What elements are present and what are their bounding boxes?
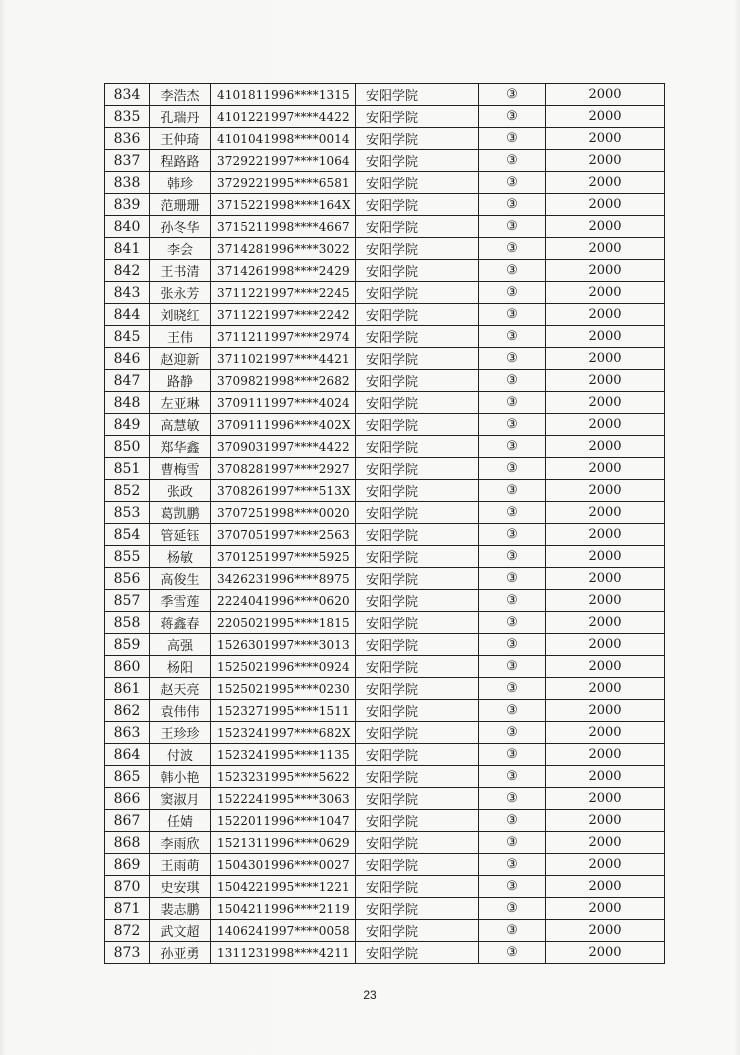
amount-cell: 2000: [546, 436, 665, 458]
level-cell: ③: [479, 502, 546, 524]
level-cell: ③: [479, 810, 546, 832]
school-cell: 安阳学院: [356, 854, 479, 876]
row-number-cell: 860: [105, 656, 150, 678]
school-cell: 安阳学院: [356, 568, 479, 590]
student-name-cell: 王伟: [150, 326, 211, 348]
table-row: [105, 854, 665, 876]
row-number-cell: 845: [105, 326, 150, 348]
table-row: [105, 766, 665, 788]
level-cell: ③: [479, 348, 546, 370]
row-number-cell: 853: [105, 502, 150, 524]
row-number-cell: 838: [105, 172, 150, 194]
id-number-cell: 3709111997****4024: [211, 392, 356, 414]
school-cell: 安阳学院: [356, 106, 479, 128]
id-number-cell: 1504301996****0027: [211, 854, 356, 876]
student-name-cell: 孙亚勇: [150, 942, 211, 964]
student-name-cell: 韩小艳: [150, 766, 211, 788]
row-number-cell: 858: [105, 612, 150, 634]
student-name-cell: 王雨萌: [150, 854, 211, 876]
school-cell: 安阳学院: [356, 326, 479, 348]
table-row: [105, 898, 665, 920]
id-number-cell: 1523241995****1135: [211, 744, 356, 766]
id-number-cell: 1504211996****2119: [211, 898, 356, 920]
level-cell: ③: [479, 260, 546, 282]
school-cell: 安阳学院: [356, 920, 479, 942]
school-cell: 安阳学院: [356, 744, 479, 766]
page-number: 23: [363, 988, 377, 1002]
row-number-cell: 839: [105, 194, 150, 216]
table-row: [105, 260, 665, 282]
amount-cell: 2000: [546, 810, 665, 832]
amount-cell: 2000: [546, 590, 665, 612]
school-cell: 安阳学院: [356, 216, 479, 238]
school-cell: 安阳学院: [356, 788, 479, 810]
table-row: [105, 876, 665, 898]
amount-cell: 2000: [546, 744, 665, 766]
row-number-cell: 851: [105, 458, 150, 480]
table-row: [105, 920, 665, 942]
row-number-cell: 864: [105, 744, 150, 766]
amount-cell: 2000: [546, 854, 665, 876]
amount-cell: 2000: [546, 392, 665, 414]
school-cell: 安阳学院: [356, 282, 479, 304]
amount-cell: 2000: [546, 920, 665, 942]
school-cell: 安阳学院: [356, 832, 479, 854]
row-number-cell: 842: [105, 260, 150, 282]
id-number-cell: 3715211998****4667: [211, 216, 356, 238]
table-row: [105, 458, 665, 480]
student-name-cell: 李会: [150, 238, 211, 260]
row-number-cell: 854: [105, 524, 150, 546]
row-number-cell: 859: [105, 634, 150, 656]
table-row: [105, 634, 665, 656]
level-cell: ③: [479, 700, 546, 722]
student-name-cell: 左亚琳: [150, 392, 211, 414]
amount-cell: 2000: [546, 348, 665, 370]
level-cell: ③: [479, 942, 546, 964]
id-number-cell: 3709031997****4422: [211, 436, 356, 458]
school-cell: 安阳学院: [356, 898, 479, 920]
row-number-cell: 843: [105, 282, 150, 304]
table-row: [105, 370, 665, 392]
student-name-cell: 赵迎新: [150, 348, 211, 370]
row-number-cell: 836: [105, 128, 150, 150]
school-cell: 安阳学院: [356, 700, 479, 722]
student-name-cell: 李浩杰: [150, 84, 211, 106]
level-cell: ③: [479, 788, 546, 810]
school-cell: 安阳学院: [356, 194, 479, 216]
row-number-cell: 873: [105, 942, 150, 964]
school-cell: 安阳学院: [356, 348, 479, 370]
id-number-cell: 3711211997****2974: [211, 326, 356, 348]
student-name-cell: 窦淑月: [150, 788, 211, 810]
student-name-cell: 韩珍: [150, 172, 211, 194]
id-number-cell: 1311231998****4211: [211, 942, 356, 964]
school-cell: 安阳学院: [356, 150, 479, 172]
level-cell: ③: [479, 612, 546, 634]
amount-cell: 2000: [546, 568, 665, 590]
id-number-cell: 1523241997****682X: [211, 722, 356, 744]
level-cell: ③: [479, 106, 546, 128]
id-number-cell: 4101811996****1315: [211, 84, 356, 106]
student-name-cell: 付波: [150, 744, 211, 766]
amount-cell: 2000: [546, 282, 665, 304]
amount-cell: 2000: [546, 458, 665, 480]
id-number-cell: 1525021996****0924: [211, 656, 356, 678]
student-name-cell: 季雪莲: [150, 590, 211, 612]
level-cell: ③: [479, 766, 546, 788]
level-cell: ③: [479, 920, 546, 942]
id-number-cell: 4101221997****4422: [211, 106, 356, 128]
id-number-cell: 3711021997****4421: [211, 348, 356, 370]
row-number-cell: 852: [105, 480, 150, 502]
school-cell: 安阳学院: [356, 84, 479, 106]
amount-cell: 2000: [546, 832, 665, 854]
table-row: [105, 238, 665, 260]
amount-cell: 2000: [546, 414, 665, 436]
table-row: [105, 722, 665, 744]
table-row: [105, 128, 665, 150]
id-number-cell: 3714281996****3022: [211, 238, 356, 260]
row-number-cell: 855: [105, 546, 150, 568]
table-row: [105, 942, 665, 964]
school-cell: 安阳学院: [356, 436, 479, 458]
amount-cell: 2000: [546, 612, 665, 634]
id-number-cell: 3707051997****2563: [211, 524, 356, 546]
id-number-cell: 3709821998****2682: [211, 370, 356, 392]
id-number-cell: 3729221997****1064: [211, 150, 356, 172]
level-cell: ③: [479, 524, 546, 546]
school-cell: 安阳学院: [356, 238, 479, 260]
row-number-cell: 867: [105, 810, 150, 832]
amount-cell: 2000: [546, 150, 665, 172]
amount-cell: 2000: [546, 502, 665, 524]
student-name-cell: 李雨欣: [150, 832, 211, 854]
level-cell: ③: [479, 436, 546, 458]
student-name-cell: 高强: [150, 634, 211, 656]
table-row: [105, 678, 665, 700]
amount-cell: 2000: [546, 898, 665, 920]
student-name-cell: 曹梅雪: [150, 458, 211, 480]
amount-cell: 2000: [546, 260, 665, 282]
table-row: [105, 480, 665, 502]
school-cell: 安阳学院: [356, 128, 479, 150]
table-row: [105, 194, 665, 216]
level-cell: ③: [479, 480, 546, 502]
id-number-cell: 1526301997****3013: [211, 634, 356, 656]
id-number-cell: 3701251997****5925: [211, 546, 356, 568]
row-number-cell: 857: [105, 590, 150, 612]
id-number-cell: 3714261998****2429: [211, 260, 356, 282]
student-name-cell: 高俊生: [150, 568, 211, 590]
row-number-cell: 872: [105, 920, 150, 942]
row-number-cell: 863: [105, 722, 150, 744]
school-cell: 安阳学院: [356, 590, 479, 612]
row-number-cell: 869: [105, 854, 150, 876]
row-number-cell: 847: [105, 370, 150, 392]
table-row: [105, 700, 665, 722]
school-cell: 安阳学院: [356, 414, 479, 436]
school-cell: 安阳学院: [356, 480, 479, 502]
level-cell: ③: [479, 326, 546, 348]
row-number-cell: 865: [105, 766, 150, 788]
student-name-cell: 范珊珊: [150, 194, 211, 216]
level-cell: ③: [479, 414, 546, 436]
level-cell: ③: [479, 150, 546, 172]
id-number-cell: 1522241995****3063: [211, 788, 356, 810]
level-cell: ③: [479, 590, 546, 612]
row-number-cell: 848: [105, 392, 150, 414]
id-number-cell: 1521311996****0629: [211, 832, 356, 854]
amount-cell: 2000: [546, 876, 665, 898]
amount-cell: 2000: [546, 722, 665, 744]
table-row: [105, 348, 665, 370]
level-cell: ③: [479, 722, 546, 744]
table-row: [105, 546, 665, 568]
table-row: [105, 744, 665, 766]
student-name-cell: 张永芳: [150, 282, 211, 304]
row-number-cell: 871: [105, 898, 150, 920]
row-number-cell: 846: [105, 348, 150, 370]
row-number-cell: 841: [105, 238, 150, 260]
school-cell: 安阳学院: [356, 766, 479, 788]
id-number-cell: 3709111996****402X: [211, 414, 356, 436]
amount-cell: 2000: [546, 546, 665, 568]
student-name-cell: 孔瑞丹: [150, 106, 211, 128]
row-number-cell: 835: [105, 106, 150, 128]
id-number-cell: 3707251998****0020: [211, 502, 356, 524]
row-number-cell: 849: [105, 414, 150, 436]
level-cell: ③: [479, 656, 546, 678]
school-cell: 安阳学院: [356, 392, 479, 414]
amount-cell: 2000: [546, 942, 665, 964]
id-number-cell: 1525021995****0230: [211, 678, 356, 700]
student-name-cell: 程路路: [150, 150, 211, 172]
id-number-cell: 4101041998****0014: [211, 128, 356, 150]
student-name-cell: 任婧: [150, 810, 211, 832]
table-row: [105, 216, 665, 238]
level-cell: ③: [479, 546, 546, 568]
id-number-cell: 3708261997****513X: [211, 480, 356, 502]
table-row: [105, 84, 665, 106]
id-number-cell: 3708281997****2927: [211, 458, 356, 480]
level-cell: ③: [479, 282, 546, 304]
level-cell: ③: [479, 744, 546, 766]
level-cell: ③: [479, 634, 546, 656]
amount-cell: 2000: [546, 106, 665, 128]
amount-cell: 2000: [546, 766, 665, 788]
id-number-cell: 1504221995****1221: [211, 876, 356, 898]
student-name-cell: 高慧敏: [150, 414, 211, 436]
amount-cell: 2000: [546, 634, 665, 656]
row-number-cell: 856: [105, 568, 150, 590]
table-row: [105, 282, 665, 304]
roster-table-body: [105, 84, 665, 964]
level-cell: ③: [479, 304, 546, 326]
table-row: [105, 612, 665, 634]
id-number-cell: 3729221995****6581: [211, 172, 356, 194]
level-cell: ③: [479, 392, 546, 414]
school-cell: 安阳学院: [356, 810, 479, 832]
amount-cell: 2000: [546, 788, 665, 810]
table-row: [105, 326, 665, 348]
amount-cell: 2000: [546, 700, 665, 722]
row-number-cell: 868: [105, 832, 150, 854]
level-cell: ③: [479, 678, 546, 700]
student-name-cell: 王珍珍: [150, 722, 211, 744]
id-number-cell: 2224041996****0620: [211, 590, 356, 612]
student-name-cell: 刘晓红: [150, 304, 211, 326]
table-row: [105, 568, 665, 590]
level-cell: ③: [479, 370, 546, 392]
table-row: [105, 832, 665, 854]
student-name-cell: 孙冬华: [150, 216, 211, 238]
level-cell: ③: [479, 876, 546, 898]
school-cell: 安阳学院: [356, 722, 479, 744]
amount-cell: 2000: [546, 84, 665, 106]
row-number-cell: 844: [105, 304, 150, 326]
level-cell: ③: [479, 172, 546, 194]
student-name-cell: 葛凯鹏: [150, 502, 211, 524]
level-cell: ③: [479, 128, 546, 150]
school-cell: 安阳学院: [356, 502, 479, 524]
id-number-cell: 1522011996****1047: [211, 810, 356, 832]
amount-cell: 2000: [546, 216, 665, 238]
row-number-cell: 834: [105, 84, 150, 106]
amount-cell: 2000: [546, 304, 665, 326]
table-row: [105, 502, 665, 524]
school-cell: 安阳学院: [356, 546, 479, 568]
amount-cell: 2000: [546, 370, 665, 392]
row-number-cell: 850: [105, 436, 150, 458]
table-row: [105, 392, 665, 414]
amount-cell: 2000: [546, 238, 665, 260]
level-cell: ③: [479, 568, 546, 590]
student-name-cell: 路静: [150, 370, 211, 392]
id-number-cell: 3715221998****164X: [211, 194, 356, 216]
level-cell: ③: [479, 832, 546, 854]
school-cell: 安阳学院: [356, 634, 479, 656]
student-name-cell: 武文超: [150, 920, 211, 942]
table-row: [105, 590, 665, 612]
amount-cell: 2000: [546, 524, 665, 546]
student-name-cell: 郑华鑫: [150, 436, 211, 458]
student-name-cell: 王书清: [150, 260, 211, 282]
school-cell: 安阳学院: [356, 304, 479, 326]
amount-cell: 2000: [546, 172, 665, 194]
row-number-cell: 837: [105, 150, 150, 172]
table-row: [105, 414, 665, 436]
amount-cell: 2000: [546, 480, 665, 502]
student-name-cell: 袁伟伟: [150, 700, 211, 722]
amount-cell: 2000: [546, 656, 665, 678]
level-cell: ③: [479, 216, 546, 238]
student-name-cell: 张政: [150, 480, 211, 502]
level-cell: ③: [479, 458, 546, 480]
table-row: [105, 436, 665, 458]
level-cell: ③: [479, 238, 546, 260]
id-number-cell: 1406241997****0058: [211, 920, 356, 942]
student-name-cell: 史安琪: [150, 876, 211, 898]
id-number-cell: 2205021995****1815: [211, 612, 356, 634]
id-number-cell: 3711221997****2245: [211, 282, 356, 304]
amount-cell: 2000: [546, 194, 665, 216]
table-row: [105, 106, 665, 128]
table-row: [105, 656, 665, 678]
school-cell: 安阳学院: [356, 172, 479, 194]
student-roster-table: [104, 83, 665, 964]
table-row: [105, 304, 665, 326]
school-cell: 安阳学院: [356, 656, 479, 678]
row-number-cell: 861: [105, 678, 150, 700]
id-number-cell: 3711221997****2242: [211, 304, 356, 326]
table-row: [105, 172, 665, 194]
id-number-cell: 1523271995****1511: [211, 700, 356, 722]
level-cell: ③: [479, 84, 546, 106]
table-row: [105, 524, 665, 546]
school-cell: 安阳学院: [356, 876, 479, 898]
level-cell: ③: [479, 898, 546, 920]
school-cell: 安阳学院: [356, 260, 479, 282]
student-name-cell: 裴志鹏: [150, 898, 211, 920]
student-name-cell: 蒋鑫春: [150, 612, 211, 634]
table-row: [105, 810, 665, 832]
school-cell: 安阳学院: [356, 678, 479, 700]
row-number-cell: 870: [105, 876, 150, 898]
id-number-cell: 1523231995****5622: [211, 766, 356, 788]
student-name-cell: 杨敏: [150, 546, 211, 568]
student-name-cell: 杨阳: [150, 656, 211, 678]
level-cell: ③: [479, 854, 546, 876]
amount-cell: 2000: [546, 128, 665, 150]
student-name-cell: 王仲琦: [150, 128, 211, 150]
id-number-cell: 3426231996****8975: [211, 568, 356, 590]
row-number-cell: 862: [105, 700, 150, 722]
table-row: [105, 150, 665, 172]
school-cell: 安阳学院: [356, 612, 479, 634]
school-cell: 安阳学院: [356, 458, 479, 480]
student-name-cell: 赵天亮: [150, 678, 211, 700]
student-name-cell: 管延钰: [150, 524, 211, 546]
amount-cell: 2000: [546, 678, 665, 700]
row-number-cell: 866: [105, 788, 150, 810]
level-cell: ③: [479, 194, 546, 216]
school-cell: 安阳学院: [356, 524, 479, 546]
school-cell: 安阳学院: [356, 942, 479, 964]
amount-cell: 2000: [546, 326, 665, 348]
table-row: [105, 788, 665, 810]
row-number-cell: 840: [105, 216, 150, 238]
school-cell: 安阳学院: [356, 370, 479, 392]
